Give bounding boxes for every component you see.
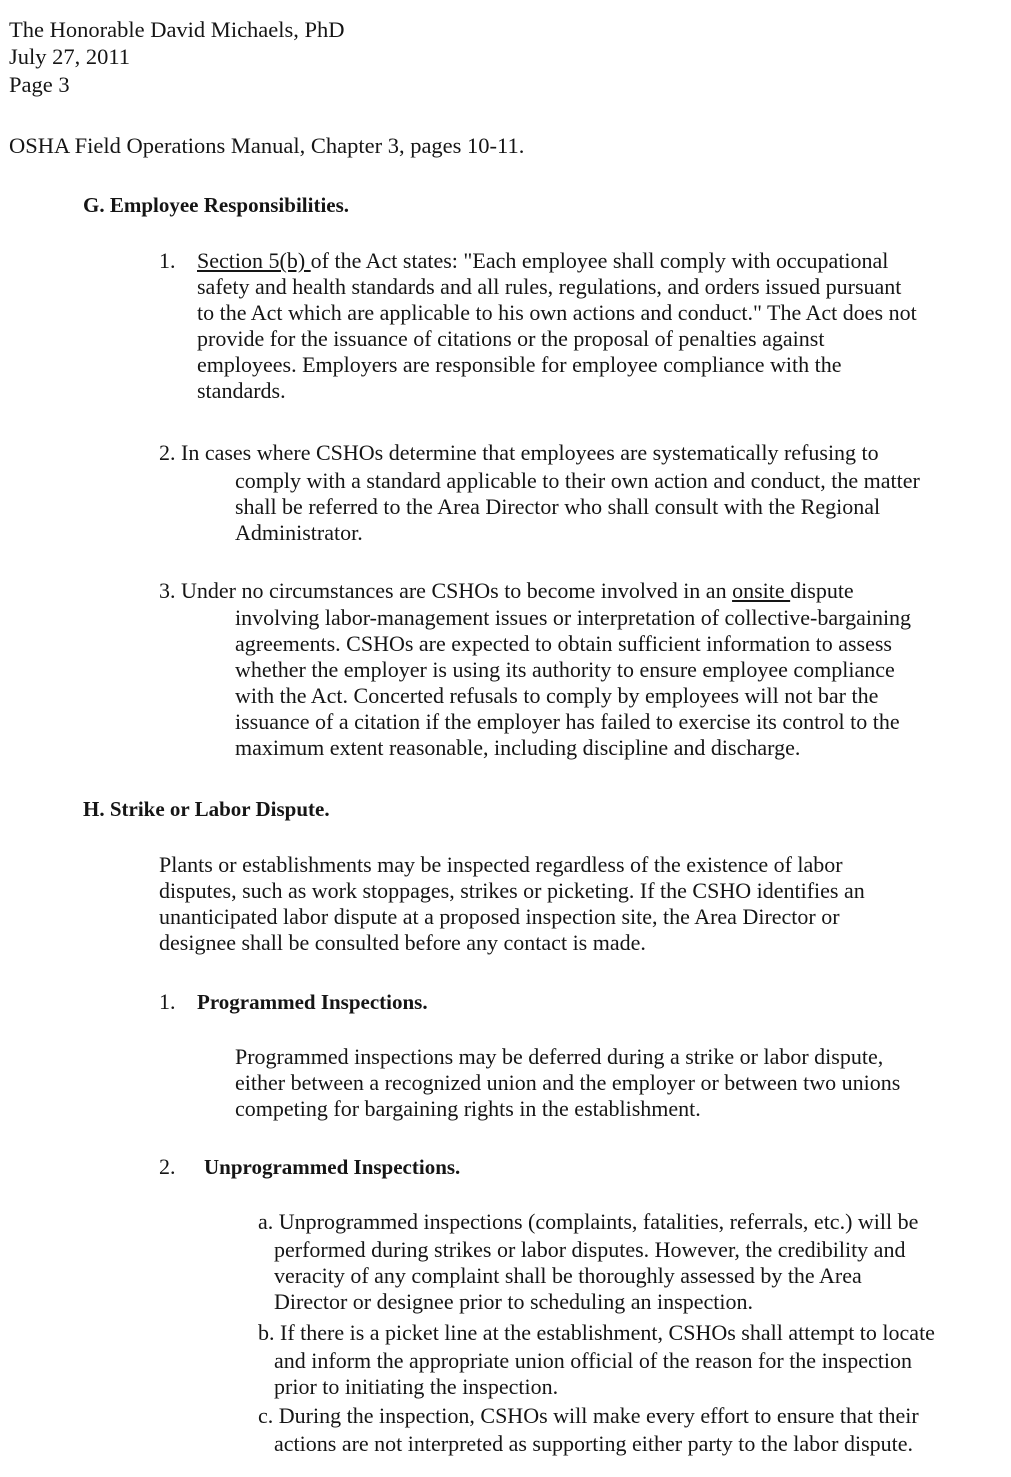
item-3-line: issuance of a citation if the employer has failed to exercise its control to the	[235, 709, 900, 734]
item-1-line: of the Act states: "Each employee shall comply with occupational	[310, 248, 889, 273]
sub-1-line: Programmed inspections may be deferred during a strike or labor dispute,	[235, 1044, 884, 1069]
item-3-line: involving labor-management issues or interpretation of collective-bargaining	[235, 605, 912, 630]
item-3-line: maximum extent reasonable, including discipline and discharge.	[235, 735, 801, 760]
item-3-first-line	[159, 578, 854, 604]
programmed-inspections-heading: Programmed Inspections.	[197, 990, 428, 1014]
section-g-heading: G. Employee Responsibilities.	[83, 193, 350, 217]
programmed-inspections-text	[235, 1044, 900, 1122]
page-number: Page 3	[9, 72, 70, 97]
section-h-heading: H. Strike or Labor Dispute.	[83, 797, 330, 821]
sub-1-line: competing for bargaining rights in the establishment.	[235, 1096, 701, 1121]
intro-line: unanticipated labor dispute at a proposed inspection site, the Area Director or	[159, 904, 840, 929]
item-1-text	[197, 248, 917, 404]
item-b-text	[274, 1348, 912, 1400]
item-a-first-line: a. Unprogrammed inspections (complaints, fatalities, referrals, etc.) will be	[258, 1209, 919, 1234]
item-b-line: and inform the appropriate union official of the reason for the inspection	[274, 1348, 912, 1373]
item-a-text	[274, 1237, 905, 1315]
item-3-line: agreements. CSHOs are expected to obtain sufficient information to assess	[235, 631, 892, 656]
item-3-line: whether the employer is using its authority to ensure employee compliance	[235, 657, 895, 682]
item-3-suffix: dispute	[790, 578, 854, 603]
source-citation: OSHA Field Operations Manual, Chapter 3, pages 10-11.	[9, 133, 525, 158]
item-1-line: standards.	[197, 378, 286, 403]
item-2-line: shall be referred to the Area Director who shall consult with the Regional	[235, 494, 881, 519]
item-1-line: provide for the issuance of citations or the proposal of penalties against	[197, 326, 825, 351]
section-5b-link[interactable]: Section 5(b)	[197, 248, 311, 273]
item-3-prefix: 3. Under no circumstances are CSHOs to become involved in an	[159, 578, 733, 603]
item-1-number: 1.	[159, 248, 176, 273]
item-3-text	[235, 605, 911, 761]
intro-line: disputes, such as work stoppages, strikes or picketing. If the CSHO identifies an	[159, 878, 865, 903]
recipient-line: The Honorable David Michaels, PhD	[9, 17, 345, 42]
date-line: July 27, 2011	[9, 44, 131, 69]
sub-1-line: either between a recognized union and the employer or between two unions	[235, 1070, 901, 1095]
item-b-first-line: b. If there is a picket line at the establishment, CSHOs shall attempt to locate	[258, 1320, 935, 1345]
item-2-first-line: 2. In cases where CSHOs determine that employees are systematically refusing to	[159, 440, 879, 465]
item-2-text	[235, 468, 920, 546]
item-c-text	[274, 1431, 913, 1457]
sub-2-number: 2.	[159, 1154, 176, 1179]
item-1-line: safety and health standards and all rules, regulations, and orders issued pursuant	[197, 274, 902, 299]
onsite-underlined: onsite	[732, 578, 791, 603]
item-c-line: actions are not interpreted as supporting either party to the labor dispute.	[274, 1431, 914, 1456]
unprogrammed-inspections-heading: Unprogrammed Inspections.	[204, 1155, 461, 1179]
item-b-line: prior to initiating the inspection.	[274, 1374, 559, 1399]
sub-1-number: 1.	[159, 989, 176, 1014]
item-c-first-line: c. During the inspection, CSHOs will make every effort to ensure that their	[258, 1403, 919, 1428]
item-a-line: veracity of any complaint shall be thoroughly assessed by the Area	[274, 1263, 862, 1288]
item-2-line: comply with a standard applicable to their own action and conduct, the matter	[235, 468, 920, 493]
intro-line: Plants or establishments may be inspected regardless of the existence of labor	[159, 852, 843, 877]
item-a-line: Director or designee prior to scheduling an inspection.	[274, 1289, 753, 1314]
item-3-line: with the Act. Concerted refusals to comply by employees will not bar the	[235, 683, 879, 708]
item-2-line: Administrator.	[235, 520, 363, 545]
section-h-intro	[159, 852, 865, 956]
item-a-line: performed during strikes or labor disputes. However, the credibility and	[274, 1237, 906, 1262]
intro-line: designee shall be consulted before any contact is made.	[159, 930, 646, 955]
item-1-line: to the Act which are applicable to his own actions and conduct." The Act does not	[197, 300, 917, 325]
item-1-line: employees. Employers are responsible for employee compliance with the	[197, 352, 842, 377]
